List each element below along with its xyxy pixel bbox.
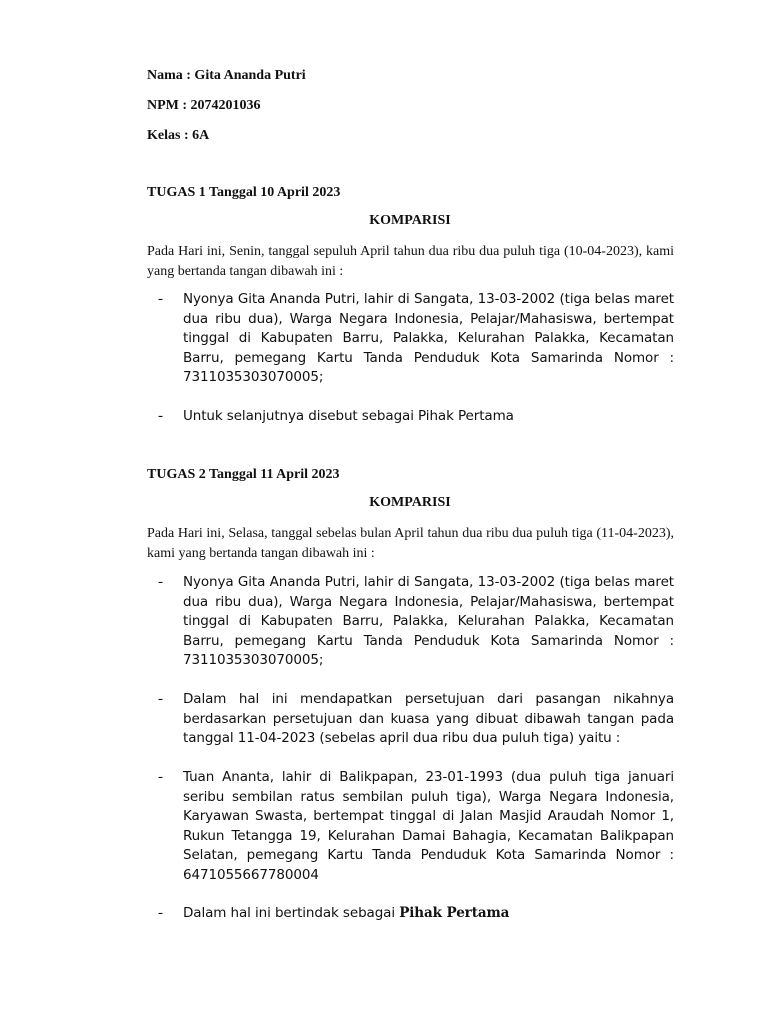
list-item-text: Untuk selanjutnya disebut sebagai Pihak Pertama [183,408,514,424]
bullet-dash: - [158,691,163,707]
list-item-text: Nyonya Gita Ananda Putri, lahir di Sangata, 13-03-2002 (tiga belas maret dua ribu dua), Warga Negara Indonesia, Pelajar/Mahasiswa, bertempat tinggal di Kabupaten Barru, Palakka, Kelurahan Palakka, Kecamatan Barru, pemegang Kartu Tanda Penduduk Kota Samarinda Nomor : 7311035303070005; [183,291,674,385]
list-item-text: Nyonya Gita Ananda Putri, lahir di Sangata, 13-03-2002 (tiga belas maret dua ribu dua), Warga Negara Indonesia, Pelajar/Mahasiswa, bertempat tinggal di Kabupaten Barru, Palakka, Kelurahan Palakka, Kecamatan Barru, pemegang Kartu Tanda Penduduk Kota Samarinda Nomor : 7311035303070005; [183,574,674,668]
student-class: Kelas : 6A [147,128,210,143]
list-item-text: Tuan Ananta, lahir di Balikpapan, 23-01-1993 (dua puluh tiga januari seribu sembilan ratus sembilan puluh tiga), Warga Negara Indonesia, Karyawan Swasta, bertempat tinggal di Jalan Masjid Araudah Nomor 1, Rukun Tetangga 19, Kelurahan Damai Bahagia, Kecamatan Balikpapan Selatan, pemegang Kartu Tanda Penduduk Kota Samarinda Nomor : 6471055667780004 [183,769,674,883]
list-item-text-prefix: Dalam hal ini bertindak sebagai [183,905,400,921]
student-npm: NPM : 2074201036 [147,98,261,113]
task-1-heading: KOMPARISI [369,213,451,228]
task-1-intro: Pada Hari ini, Senin, tanggal sepuluh April tahun dua ribu dua puluh tiga (10-04-2023), kami yang bertanda tangan dibawah ini : [147,244,674,279]
task-2-intro: Pada Hari ini, Selasa, tanggal sebelas bulan April tahun dua ribu dua puluh tiga (11-04-2023), kami yang bertanda tangan dibawah ini : [147,526,674,561]
bullet-dash: - [158,905,163,921]
list-item-text: Dalam hal ini mendapatkan persetujuan dari pasangan nikahnya berdasarkan persetujuan dan kuasa yang dibuat dibawah tangan pada tanggal 11-04-2023 (sebelas april dua ribu dua puluh tiga) yaitu : [183,691,674,746]
task-2-title: TUGAS 2 Tanggal 11 April 2023 [147,467,340,482]
bullet-dash: - [158,574,163,590]
bullet-dash: - [158,291,163,307]
list-item-text [183,904,674,924]
task-1-title: TUGAS 1 Tanggal 10 April 2023 [147,185,341,200]
student-name: Nama : Gita Ananda Putri [147,68,306,83]
bullet-dash: - [158,769,163,785]
bullet-dash: - [158,408,163,424]
pihak-pertama-bold: Pihak Pertama [399,905,510,921]
task-2-heading: KOMPARISI [369,495,451,510]
